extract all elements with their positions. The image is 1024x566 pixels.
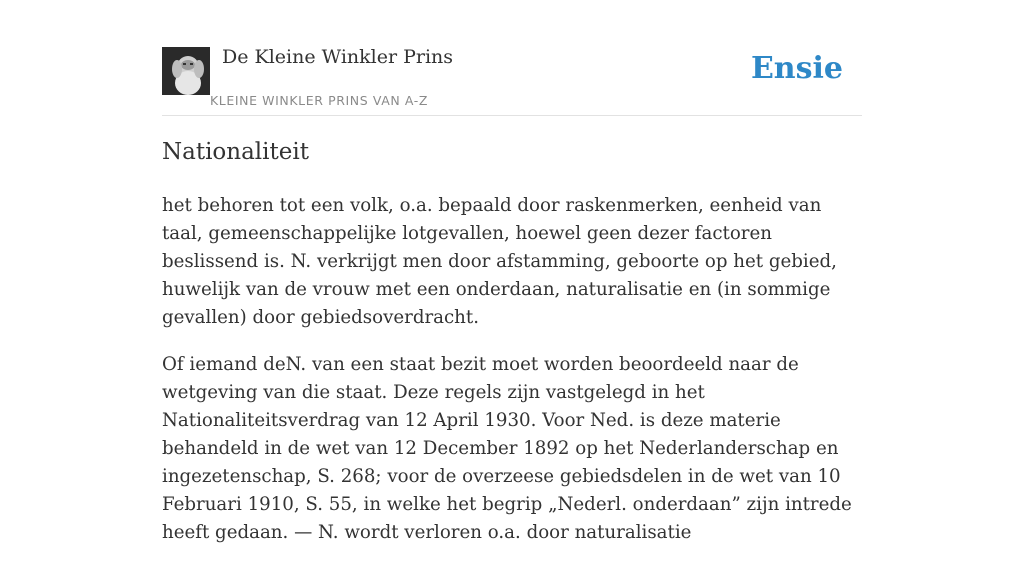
brand-logo[interactable]: Ensie <box>750 51 843 86</box>
article-title: Nationaliteit <box>162 139 309 165</box>
paragraph: Of iemand deN. van een staat bezit moet worden beoordeeld naar de wetgeving van die staat. Deze regels zijn vastgelegd in het Nationaliteitsverdrag van 12 April 1930. Voor Ned. is deze materie behandeld in de wet van 12 December 1892 op het Nederlanderschap en ingezetenschap, S. 268; voor de overzeese gebiedsdelen in de wet van 10 Februari 1910, S. 55, in welke het begrip „Nederl. onderdaan” zijn intrede heeft gedaan. — N. wordt verloren o.a. door naturalisatie <box>162 354 852 543</box>
author-avatar[interactable] <box>162 47 210 95</box>
article-header <box>162 45 862 116</box>
article-body <box>162 192 864 566</box>
paragraph: het behoren tot een volk, o.a. bepaald door raskenmerken, eenheid van taal, gemeenschappelijke lotgevallen, hoewel geen dezer factoren beslissend is. N. verkrijgt men door afstamming, geboorte op het gebied, huwelijk van de vrouw met een onderdaan, naturalisatie en (in sommige gevallen) door gebiedsoverdracht. <box>162 195 837 328</box>
author-name[interactable]: De Kleine Winkler Prins <box>222 46 454 68</box>
source-label[interactable]: KLEINE WINKLER PRINS VAN A-Z <box>210 93 429 108</box>
portrait-image <box>162 47 210 95</box>
